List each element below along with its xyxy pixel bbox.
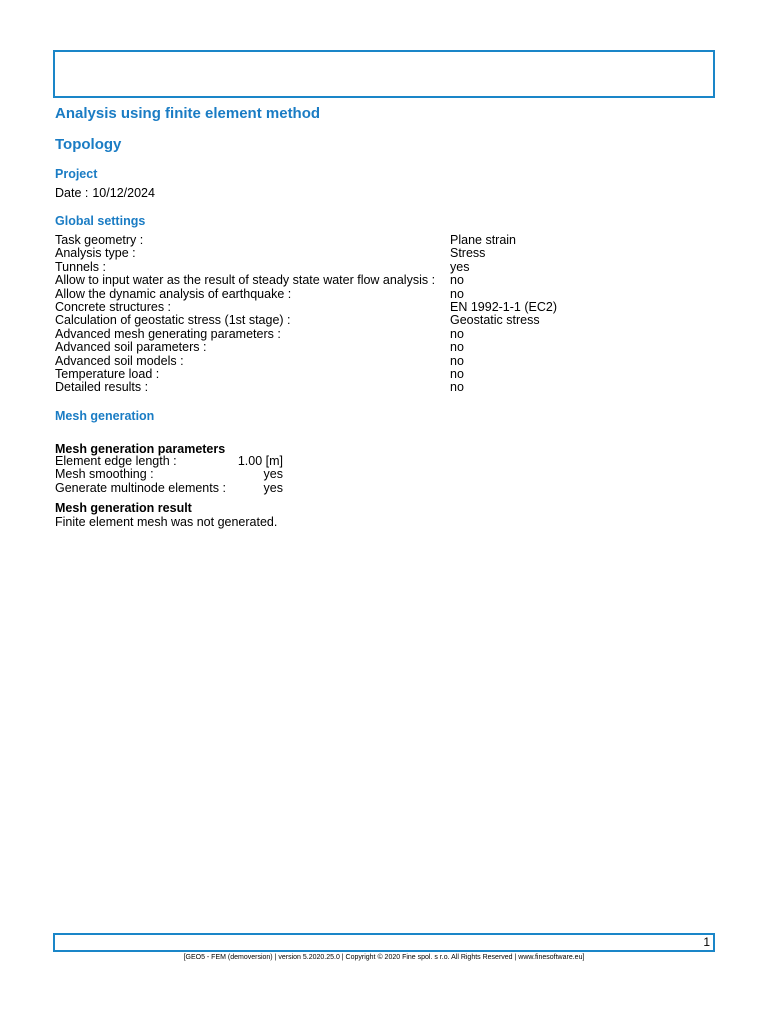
settings-label: Advanced mesh generating parameters : bbox=[55, 326, 281, 341]
date-value: 10/12/2024 bbox=[92, 186, 155, 200]
settings-row bbox=[55, 381, 655, 394]
settings-value: Geostatic stress bbox=[450, 313, 540, 328]
settings-row bbox=[55, 261, 655, 274]
section-title-topology: Topology bbox=[55, 136, 122, 153]
mesh-param-value: 1.00 [m] bbox=[237, 454, 283, 468]
settings-row bbox=[55, 341, 655, 354]
mesh-param-row bbox=[55, 468, 295, 481]
project-date-row bbox=[55, 186, 155, 200]
header-box bbox=[53, 50, 715, 98]
settings-label: Advanced soil models : bbox=[55, 353, 184, 368]
settings-label: Concrete structures : bbox=[55, 299, 172, 314]
footer-box bbox=[53, 933, 715, 952]
settings-value: yes bbox=[450, 259, 470, 274]
settings-row bbox=[55, 234, 655, 247]
settings-row bbox=[55, 301, 655, 314]
settings-row bbox=[55, 328, 655, 341]
footer-copyright: [GEO5 - FEM (demoversion) | version 5.2020.25.0 | Copyright © 2020 Fine spol. s r.o. All Rights Reserved | www.finesoftware.eu] bbox=[183, 954, 585, 961]
settings-row bbox=[55, 247, 655, 260]
settings-label: Allow the dynamic analysis of earthquake : bbox=[55, 286, 292, 301]
settings-value: no bbox=[450, 340, 464, 355]
settings-row bbox=[55, 314, 655, 327]
settings-label: Allow to input water as the result of steady state water flow analysis : bbox=[55, 273, 436, 288]
mesh-param-label: Generate multinode elements : bbox=[55, 480, 226, 495]
mesh-param-value: yes bbox=[263, 480, 283, 495]
settings-label: Analysis type : bbox=[55, 246, 136, 261]
settings-label: Temperature load : bbox=[55, 366, 160, 381]
mesh-param-value: yes bbox=[263, 467, 283, 482]
mesh-generation-heading: Mesh generation bbox=[55, 409, 155, 423]
settings-label: Tunnels : bbox=[55, 259, 106, 274]
settings-label: Advanced soil parameters : bbox=[55, 340, 207, 355]
global-settings-table bbox=[55, 234, 655, 395]
document-title: Analysis using finite element method bbox=[55, 105, 321, 122]
settings-value: no bbox=[450, 273, 464, 288]
mesh-result-heading: Mesh generation result bbox=[55, 501, 192, 515]
mesh-param-label: Element edge length : bbox=[55, 454, 177, 468]
settings-value: no bbox=[450, 366, 464, 381]
mesh-param-row bbox=[55, 482, 295, 495]
mesh-param-row bbox=[55, 455, 295, 468]
settings-value: no bbox=[450, 326, 464, 341]
page-number: 1 bbox=[703, 935, 710, 949]
settings-row bbox=[55, 274, 655, 287]
settings-label: Task geometry : bbox=[55, 233, 144, 247]
mesh-param-label: Mesh smoothing : bbox=[55, 467, 154, 482]
date-label: Date : bbox=[55, 186, 89, 200]
settings-label: Detailed results : bbox=[55, 380, 149, 395]
settings-label: Calculation of geostatic stress (1st stage) : bbox=[55, 313, 291, 328]
settings-value: no bbox=[450, 380, 464, 395]
mesh-params-heading: Mesh generation parameters bbox=[55, 442, 226, 456]
mesh-result-text: Finite element mesh was not generated. bbox=[55, 515, 278, 529]
settings-row bbox=[55, 368, 655, 381]
settings-value: no bbox=[450, 353, 464, 368]
project-heading: Project bbox=[55, 167, 98, 181]
settings-row bbox=[55, 288, 655, 301]
mesh-params-table bbox=[55, 455, 295, 495]
settings-value: Stress bbox=[450, 246, 486, 261]
settings-row bbox=[55, 355, 655, 368]
settings-value: no bbox=[450, 286, 464, 301]
settings-value: Plane strain bbox=[450, 233, 517, 247]
global-settings-heading: Global settings bbox=[55, 214, 146, 228]
settings-value: EN 1992-1-1 (EC2) bbox=[450, 299, 557, 314]
